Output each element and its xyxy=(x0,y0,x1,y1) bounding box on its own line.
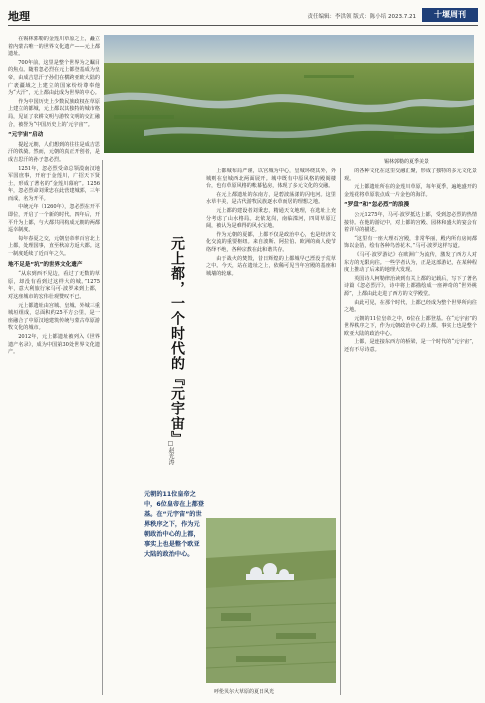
article-column-1 xyxy=(8,36,100,696)
paragraph: 元上都遗址由宫城、皇城、外城三重城垣组成，总面积约25平方公里，是一座融合了中原汉地建筑传统与蒙古草原游牧文化的城市。 xyxy=(8,302,100,332)
paragraph: 公元1275年，马可·波罗抵达上都，受到忽必烈的热情接待。在他的游记中，对上都的宫殿、园林和盛大的宴会有着详尽的描述。 xyxy=(344,211,477,234)
article-author: □赵光涛 xyxy=(167,440,174,465)
subheading: “罗盘”和“忽必烈”的浪漫 xyxy=(344,202,410,209)
paragraph: 元上都遗址所在的金莲川草原，每年夏季，遍地盛开的金莲花将草原装点成一片金色的海洋。 xyxy=(344,184,477,198)
editor-meta: 责任编辑：李洪领 版式：陈小培 2023.7.21 xyxy=(307,14,416,20)
bottom-ruins-photo xyxy=(206,518,336,683)
paragraph: 1251年，忽必烈受命总领漠南汉地军国庶事，开府于金莲川，广招天下贤士，形成了著名的“金莲川幕府”。1256年，忽必烈命刘秉忠在此营建城郭，三年而成，名为开平。 xyxy=(8,165,100,202)
paragraph: 英国诗人柯勒律治读到有关上都的记载后，写下了著名诗篇《忽必烈汗》，诗中将上都描绘成一座神奇的“世外桃源”，上都由此走进了西方的文学殿堂。 xyxy=(344,275,477,297)
top-photo-caption: 锡林郭勒的夏季美景 xyxy=(384,159,430,165)
paragraph: 2012年，元上都遗址被列入《世界遗产名录》，成为中国第30处世界文化遗产。 xyxy=(8,333,100,356)
paragraph: “从东到西不见边，看过了无数的草原，却没有看到过这样大的城。”1275年，意大利旅行家马可·波罗来到上都，对这座城市的宏伟壮观赞叹不已。 xyxy=(8,271,100,300)
paragraph: 作为元朝的夏都，上都不仅是政治中心，也是经济文化交流的重要枢纽。来自波斯、阿拉伯、欧洲的商人使节络绎不绝，各种宗教在此和谐共存。 xyxy=(206,231,336,253)
subheading: 地不足是“坑”的世界文化遗产 xyxy=(8,261,83,268)
paragraph: 由此可见，在那个时代，上都已经成为整个世界所向往之地。 xyxy=(344,299,477,314)
paragraph: 在锡林郭勒的金莲川草原之上，矗立着内蒙古唯一的世界文化遗产——元上都遗址。 xyxy=(8,36,100,58)
page-header xyxy=(8,6,478,30)
paragraph: 由于战火的焚毁，昔日辉煌的上都城早已湮没于荒草之中。今天，站在遗址之上，依稀可见当年宫殿的基座和城墙的轮廓。 xyxy=(206,255,336,277)
header-rule xyxy=(8,25,478,26)
paragraph: 《马可·波罗游记》在欧洲广为流传，激发了西方人对东方的无限向往。一些学者认为，正是这部游记，在某种程度上推动了后来的地理大发现。 xyxy=(344,251,477,274)
bottom-photo-caption: 呼伦贝尔大草原的夏日风光 xyxy=(214,689,275,695)
top-grassland-photo xyxy=(104,35,474,153)
paragraph: 元朝的11位皇帝之中，6位在上都登基。在“元宇宙”的世界秩序之下，作为元朝政治中心的上都，事实上也是整个欧亚大陆的政治中心。 xyxy=(344,315,477,337)
column-divider xyxy=(102,160,103,695)
paragraph: “这里有一座大理石宫殿，非常华丽，殿内所有房间都饰以金箔，绘有各种鸟兽花木。”马可·波罗这样写道。 xyxy=(344,235,477,250)
publication-tab: 十堰周刊 xyxy=(422,8,478,22)
column-divider xyxy=(340,168,341,695)
section-name: 地理 xyxy=(8,10,30,23)
paragraph: 每年春夏之交，元朝皇帝率百官北上上都，处理国事，直至秋凉方返大都。这一制度延续了近百年之久。 xyxy=(8,235,100,258)
paragraph: 的各种文化在这里交融汇聚，形成了独特的多元文化景观。 xyxy=(344,168,477,182)
paragraph: 中统元年（1260年），忽必烈在开平即位，开启了一个新的时代。四年后，开平升为上都，与大都共同构成元朝的两都巡幸制度。 xyxy=(8,204,100,234)
subheading: “元宇宙”启动 xyxy=(8,132,44,139)
paragraph: 上都，是连接东西方的桥梁，是一个时代的“元宇宙”，还有不尽诗意。 xyxy=(344,339,477,354)
paragraph: 提起元朝，人们想到的往往是成吉思汗的铁骑。然而，元朝的真正开创者，是成吉思汗的孙子忽必烈。 xyxy=(8,141,100,163)
pull-quote: 元朝的11位皇帝之中，6位皇帝在上都登基。在“元宇宙”的世界秩序之下，作为元朝政治中心的上都，事实上也是整个欧亚大陆的政治中心。 xyxy=(144,491,204,558)
article-title: 元上都，一个时代的『元宇宙』 xyxy=(169,236,185,446)
paragraph: 元上都的建设者刘秉忠，精通天文地理，在选址上充分考虑了山水格局。北依龙岗，南临滦河，四周草原辽阔，被认为是难得的风水宝地。 xyxy=(206,207,336,230)
paragraph: 作为中国历史上少数民族政权在草原上建立的都城，元上都以其独特的城市格局，见证了农耕文明与游牧文明的交汇融合，被誉为“中国历史上的‘元宇宙’”。 xyxy=(8,98,100,128)
paragraph: 700年前，这里是整个世界为之瞩目的焦点。随着忽必烈在元上都登基成为皇帝，由成吉思汗子孙们在横跨亚欧大陆的广袤疆域之上建立的国家纷纷尊奉他为“大汗”，元上都由此成为世界的中心。 xyxy=(8,59,100,97)
article-column-3 xyxy=(344,168,477,696)
paragraph: 在元上都遗址的东南方，是碧波荡漾的闪电河。这里水草丰美，是古代游牧民族逐水草而居的理想之地。 xyxy=(206,191,336,206)
paragraph: 上都城布局严谨，以宫城为中心，皇城环绕其外，外城则在皇城西北两面展开。城中既有中原风格的殿阁楼台，也有草原风格的帐幕毡房，体现了多元文化的交融。 xyxy=(206,168,336,190)
article-column-2 xyxy=(206,168,336,513)
